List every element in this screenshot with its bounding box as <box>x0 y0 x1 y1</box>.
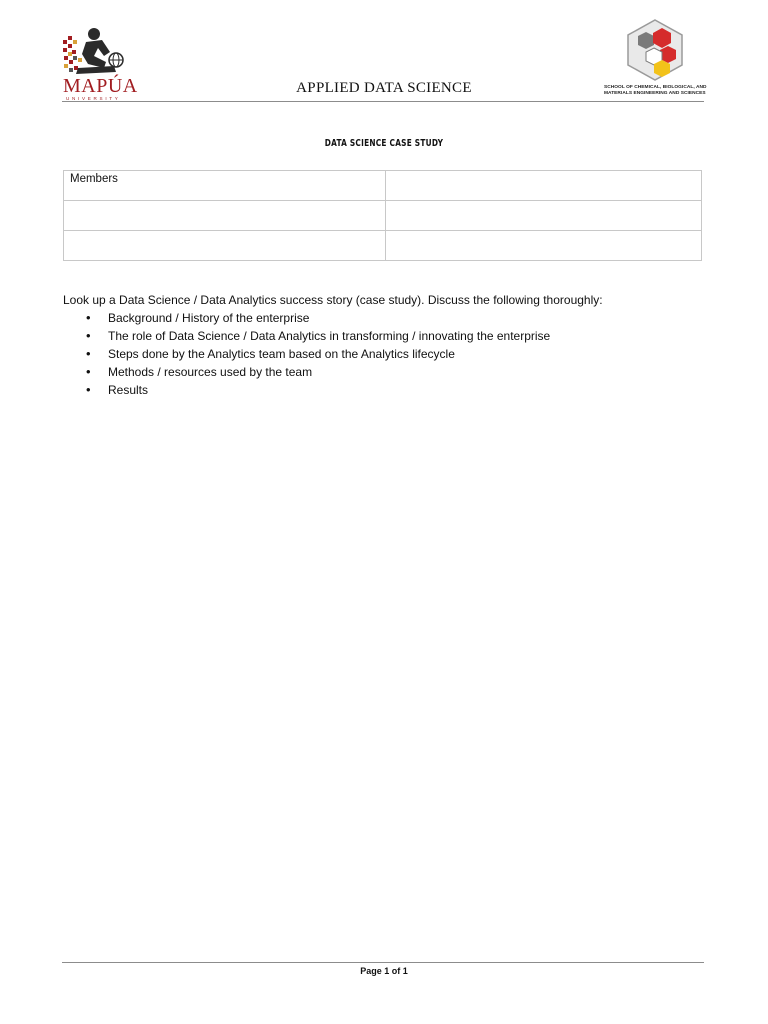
school-hexagon-icon <box>624 18 686 82</box>
table-row <box>64 231 702 261</box>
mapua-emblem-icon <box>60 26 130 78</box>
school-logo-text: SCHOOL OF CHEMICAL, BIOLOGICAL, AND MATERIALS ENGINEERING AND SCIENCES <box>604 85 707 96</box>
list-item: • Results <box>108 381 703 399</box>
table-row <box>64 201 702 231</box>
list-item: • Methods / resources used by the team <box>108 363 703 381</box>
list-item: • The role of Data Science / Data Analytics in transforming / innovating the enterprise <box>108 327 703 345</box>
mapua-logo-name: MAPÚA <box>63 75 138 97</box>
page-number: Page 1 of 1 <box>360 966 408 976</box>
table-cell[interactable] <box>386 231 702 261</box>
instructions-intro: Look up a Data Science / Data Analytics success story (case study). Discuss the following thoroughly: <box>63 293 603 307</box>
table-cell[interactable] <box>386 201 702 231</box>
header-divider <box>62 101 704 102</box>
table-cell[interactable] <box>386 171 702 201</box>
header-title: APPLIED DATA SCIENCE <box>296 80 472 96</box>
school-logo <box>624 18 686 82</box>
document-title: DATA SCIENCE CASE STUDY <box>324 138 444 149</box>
table-row <box>64 171 702 201</box>
list-item: • Steps done by the Analytics team based on the Analytics lifecycle <box>108 345 703 363</box>
bullet-list <box>63 309 703 399</box>
table-cell[interactable] <box>64 201 386 231</box>
instructions-section <box>63 291 703 399</box>
table-cell[interactable] <box>64 231 386 261</box>
members-table <box>63 170 702 261</box>
footer-divider <box>62 962 704 963</box>
members-label-cell[interactable]: Members <box>64 171 386 201</box>
mapua-logo-subtitle: UNIVERSITY <box>66 96 121 101</box>
list-item: • Background / History of the enterprise <box>108 309 703 327</box>
